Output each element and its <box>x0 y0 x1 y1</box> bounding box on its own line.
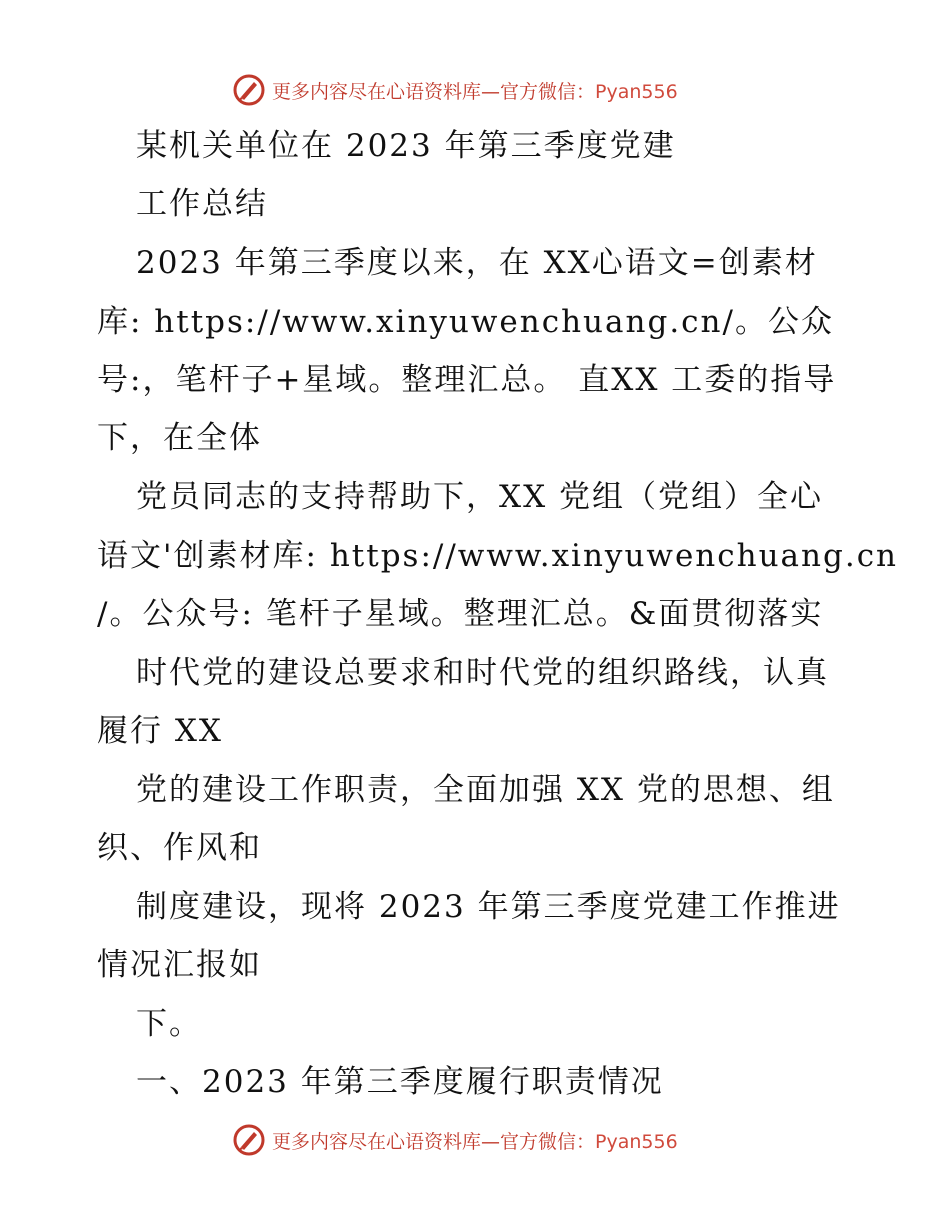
paragraph-line: 下，在全体 <box>97 420 262 456</box>
paragraph-line: 库: https://www.xinyuwenchuang.cn/。公众 <box>97 304 834 340</box>
brand-logo-icon <box>232 73 266 107</box>
document-title-line-2: 工作总结 <box>136 186 268 222</box>
paragraph-line: 时代党的建设总要求和时代党的组织路线，认真 <box>136 655 829 691</box>
footer-banner <box>232 1122 678 1158</box>
wechat-account: Pyan556 <box>595 1130 678 1153</box>
paragraph-line: 情况汇报如 <box>97 947 262 983</box>
paragraph-line: 党员同志的支持帮助下，XX 党组（党组）全心 <box>136 479 823 515</box>
section-heading: 一、2023 年第三季度履行职责情况 <box>136 1064 664 1100</box>
paragraph-line: 履行 XX <box>97 713 223 749</box>
paragraph-line: /。公众号: 笔杆子星域。整理汇总。&面贯彻落实 <box>97 596 824 632</box>
banner-text: 更多内容尽在心语资料库—官方微信：Pyan556 <box>272 1130 678 1153</box>
document-title-line-1: 某机关单位在 2023 年第三季度党建 <box>136 128 676 164</box>
wechat-account: Pyan556 <box>595 80 678 103</box>
paragraph-line: 下。 <box>136 1006 202 1042</box>
banner-text: 更多内容尽在心语资料库—官方微信：Pyan556 <box>272 80 678 103</box>
header-banner <box>232 72 678 108</box>
paragraph-line: 号:，笔杆子+星域。整理汇总。 直XX 工委的指导 <box>97 362 837 398</box>
paragraph-line: 党的建设工作职责，全面加强 XX 党的思想、组 <box>136 772 835 808</box>
paragraph-line: 织、作风和 <box>97 830 262 866</box>
brand-logo-icon <box>232 1123 266 1157</box>
paragraph-line: 制度建设，现将 2023 年第三季度党建工作推进 <box>136 889 841 925</box>
paragraph-line: 语文'创素材库: https://www.xinyuwenchuang.cn <box>97 538 899 574</box>
paragraph-line: 2023 年第三季度以来，在 XX心语文=创素材 <box>136 245 818 281</box>
